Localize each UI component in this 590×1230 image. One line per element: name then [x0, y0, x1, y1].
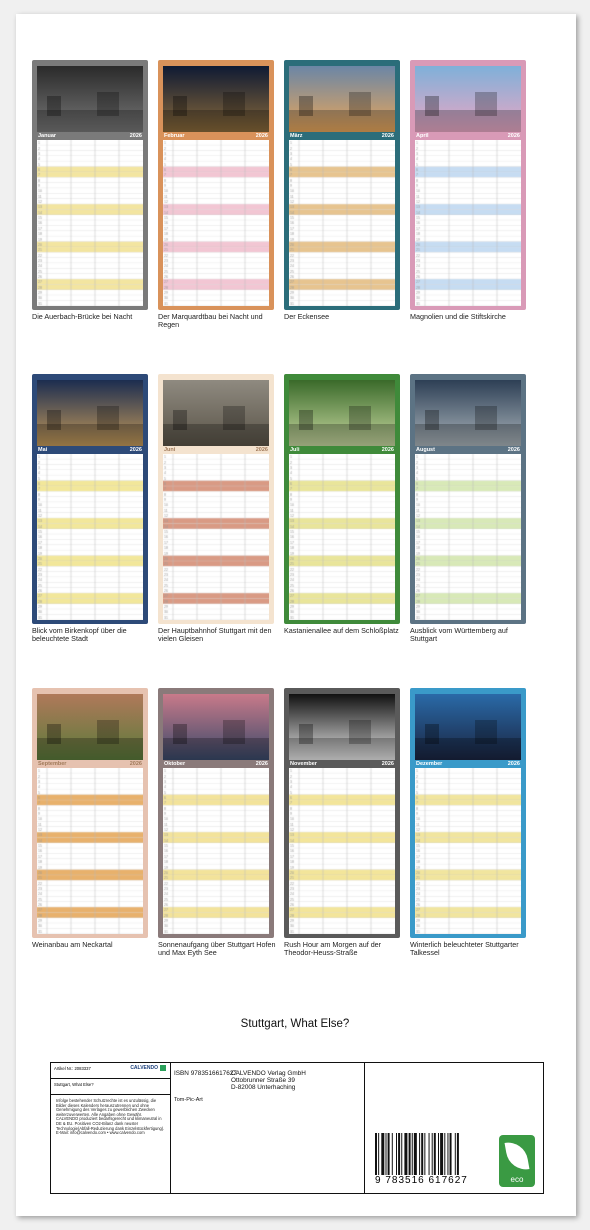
planner-grid	[37, 768, 143, 934]
month-name: November	[290, 761, 317, 767]
month-year: 2026	[255, 761, 268, 767]
month-11	[284, 688, 400, 957]
month-card	[284, 688, 400, 938]
photo-icon	[37, 380, 143, 446]
month-9	[32, 688, 148, 949]
month-year: 2026	[129, 761, 142, 767]
month-planner	[289, 454, 395, 620]
photo-icon	[37, 66, 143, 132]
month-caption: Weinanbau am Neckartal	[32, 940, 113, 949]
month-year: 2026	[129, 447, 142, 453]
month-caption: Der Marquardtbau bei Nacht und Regen	[158, 312, 263, 329]
month-caption: Rush Hour am Morgen auf der Theodor-Heuss-Straße	[284, 940, 382, 957]
article-number: Artikel Nr.: 2083337	[54, 1066, 91, 1071]
month-year: 2026	[381, 761, 394, 767]
calvendo-mark-icon	[160, 1065, 166, 1071]
month-photo	[289, 66, 395, 132]
month-name: August	[416, 447, 435, 453]
month-caption: Ausblick vom Württemberg auf Stuttgart	[410, 626, 508, 643]
footer-article-column	[51, 1063, 171, 1193]
month-12	[410, 688, 526, 957]
month-header	[289, 760, 395, 768]
barcode-bar	[388, 1133, 390, 1177]
month-10	[158, 688, 274, 957]
barcode-bar	[381, 1133, 384, 1177]
month-card	[158, 60, 274, 310]
month-planner	[415, 454, 521, 620]
month-name: März	[290, 133, 303, 139]
planner-grid	[163, 454, 269, 620]
month-card	[32, 374, 148, 624]
eco-label: eco	[510, 1175, 524, 1184]
short-title: Stuttgart, What Else?	[54, 1082, 94, 1087]
month-header	[163, 760, 269, 768]
photo-icon	[37, 694, 143, 760]
month-caption: Der Eckensee	[284, 312, 330, 321]
month-header	[37, 446, 143, 454]
month-8	[410, 374, 526, 643]
barcode-bar	[398, 1133, 400, 1177]
barcode-bar	[409, 1133, 411, 1177]
month-planner	[415, 140, 521, 306]
month-year: 2026	[255, 447, 268, 453]
month-3	[284, 60, 400, 321]
month-card	[32, 688, 148, 938]
month-year: 2026	[381, 133, 394, 139]
month-2	[158, 60, 274, 329]
month-name: Dezember	[416, 761, 443, 767]
month-name: Juli	[290, 447, 300, 453]
photo-icon	[289, 694, 395, 760]
photo-icon	[163, 694, 269, 760]
planner-grid	[163, 140, 269, 306]
barcode-bar	[414, 1133, 417, 1177]
footer-publisher-column	[171, 1063, 365, 1193]
barcode-bar	[404, 1133, 407, 1177]
month-header	[415, 132, 521, 140]
month-header	[289, 446, 395, 454]
publisher-address	[231, 1070, 306, 1092]
month-photo	[37, 66, 143, 132]
month-planner	[37, 140, 143, 306]
back-cover-footer	[50, 1062, 544, 1194]
photo-icon	[289, 66, 395, 132]
planner-grid	[163, 768, 269, 934]
barcode-bar	[375, 1133, 377, 1177]
barcode-bar	[438, 1133, 439, 1177]
barcode-bar	[378, 1133, 379, 1177]
photo-icon	[163, 66, 269, 132]
short-title-row	[51, 1079, 170, 1095]
barcode-number: 9 783516 617627	[375, 1175, 468, 1186]
month-year: 2026	[381, 447, 394, 453]
month-card	[158, 374, 274, 624]
legal-notice: Infolge bestehender Schutzrechte ist es unzulässig, die Bilder dieses Kalenders herauszutrennen und ohne Genehmigung des Verlages zu gewerblichen Zwecken weiterzuverwerten. Alle Angaben ohne Gewähr. CALVENDO produziert bedarfsgerecht und klimaneutral in DE & EU. Positiven CO2-Bilanz dank neuster Technologie(Abfall-Reduzierung dank Einzelstückfertigung). E-Mail: info@calvendo.com • www.calvendo.com	[56, 1098, 165, 1136]
month-year: 2026	[129, 133, 142, 139]
month-planner	[37, 768, 143, 934]
month-card	[284, 60, 400, 310]
month-photo	[163, 380, 269, 446]
barcode-bar	[434, 1133, 436, 1177]
month-year: 2026	[507, 447, 520, 453]
leaf-icon	[505, 1139, 530, 1172]
month-caption: Die Auerbach-Brücke bei Nacht	[32, 312, 133, 321]
month-planner	[289, 768, 395, 934]
month-planner	[37, 454, 143, 620]
month-year: 2026	[507, 761, 520, 767]
month-photo	[415, 66, 521, 132]
publisher-street: Ottobrunner Straße 39	[231, 1077, 295, 1085]
month-card	[410, 60, 526, 310]
planner-grid	[289, 768, 395, 934]
barcode-bar	[447, 1133, 448, 1177]
month-year: 2026	[255, 133, 268, 139]
planner-grid	[289, 454, 395, 620]
barcode-bar	[386, 1133, 387, 1177]
calendar-title: Stuttgart, What Else?	[240, 1018, 350, 1030]
month-planner	[289, 140, 395, 306]
month-name: Juni	[164, 447, 176, 453]
month-photo	[37, 694, 143, 760]
planner-grid	[415, 768, 521, 934]
month-caption: Sonnenaufgang über Stuttgart Hofen und Max Eyth See	[158, 940, 276, 957]
month-name: Mai	[38, 447, 48, 453]
month-photo	[163, 66, 269, 132]
barcode-bar	[412, 1133, 413, 1177]
barcode-bar	[432, 1133, 433, 1177]
month-5	[32, 374, 148, 643]
month-name: September	[38, 761, 67, 767]
barcode-bar	[429, 1133, 430, 1177]
barcode-bar	[392, 1133, 393, 1177]
month-year: 2026	[507, 133, 520, 139]
month-planner	[163, 768, 269, 934]
barcode-bar	[421, 1133, 423, 1177]
publisher-name: CALVENDO Verlag GmbH	[231, 1070, 306, 1077]
planner-grid	[415, 454, 521, 620]
month-header	[37, 132, 143, 140]
month-photo	[415, 694, 521, 760]
month-header	[163, 446, 269, 454]
barcode-bar	[396, 1133, 397, 1177]
month-4	[410, 60, 526, 321]
month-photo	[163, 694, 269, 760]
month-planner	[163, 454, 269, 620]
article-number-row	[51, 1063, 170, 1079]
month-photo	[289, 694, 395, 760]
month-card	[410, 688, 526, 938]
month-caption: Der Hauptbahnhof Stuttgart mit den vielen Gleisen	[158, 626, 272, 643]
month-card	[32, 60, 148, 310]
month-name: Oktober	[164, 761, 186, 767]
planner-grid	[37, 140, 143, 306]
publisher-city: D-82008 Unterhaching	[231, 1084, 296, 1092]
month-6	[158, 374, 274, 643]
barcode-bar	[419, 1133, 420, 1177]
month-name: April	[416, 133, 429, 139]
author: Tom-Pic-Art	[174, 1097, 203, 1103]
isbn: ISBN 9783516617627	[174, 1070, 237, 1077]
barcode-bar	[440, 1133, 443, 1177]
photo-icon	[415, 66, 521, 132]
footer-barcode-column	[365, 1063, 543, 1193]
barcode-bar	[444, 1133, 445, 1177]
month-header	[163, 132, 269, 140]
month-card	[410, 374, 526, 624]
barcode-bar	[457, 1133, 459, 1177]
month-header	[415, 760, 521, 768]
photo-icon	[163, 380, 269, 446]
month-1	[32, 60, 148, 321]
month-7	[284, 374, 400, 635]
month-planner	[415, 768, 521, 934]
planner-grid	[289, 140, 395, 306]
calvendo-logo	[130, 1065, 166, 1071]
month-caption: Magnolien und die Stiftskirche	[410, 312, 506, 321]
month-name: Februar	[164, 133, 185, 139]
month-header	[415, 446, 521, 454]
photo-icon	[289, 380, 395, 446]
barcode-bar	[455, 1133, 456, 1177]
month-caption: Kastanienallee auf dem Schloßplatz	[284, 626, 399, 635]
month-caption: Blick vom Birkenkopf über die beleuchtete Stadt	[32, 626, 127, 643]
calvendo-logo-text: CALVENDO	[130, 1065, 158, 1071]
month-photo	[415, 380, 521, 446]
month-header	[37, 760, 143, 768]
barcode-bar	[401, 1133, 402, 1177]
planner-grid	[37, 454, 143, 620]
month-card	[284, 374, 400, 624]
month-name: Januar	[38, 133, 57, 139]
photo-icon	[415, 694, 521, 760]
planner-grid	[415, 140, 521, 306]
eco-logo	[499, 1135, 535, 1187]
barcode-bar	[424, 1133, 425, 1177]
month-caption: Winterlich beleuchteter Stuttgarter Talkessel	[410, 940, 519, 957]
month-planner	[163, 140, 269, 306]
month-photo	[37, 380, 143, 446]
month-photo	[289, 380, 395, 446]
month-card	[158, 688, 274, 938]
photo-icon	[415, 380, 521, 446]
barcode-bar	[450, 1133, 452, 1177]
month-header	[289, 132, 395, 140]
